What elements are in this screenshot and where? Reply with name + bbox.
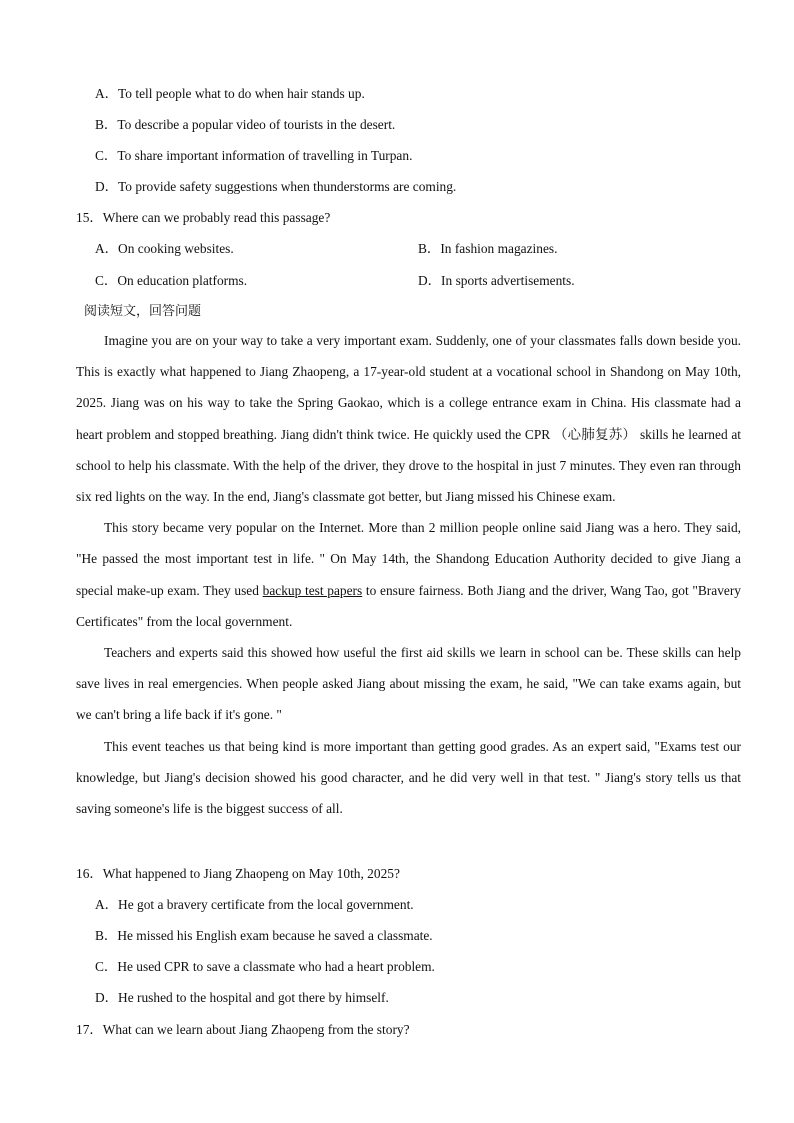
q16-option-d: D．He rushed to the hospital and got there by himself. xyxy=(95,990,389,1005)
passage-paragraph-1: Imagine you are on your way to take a very important exam. Suddenly, one of your classmates falls down beside you. This is exactly what happened to Jiang Zhaopeng, a 17-year-old student at a vocational school in Shandong on May 10th, 2025. Jiang was on his way to take the Spring Gaokao, which is a college entrance exam in China. His classmate had a heart problem and stopped breathing. Jiang didn't think twice. He quickly used the CPR （心肺复苏） skills he learned at school to help his classmate. With the help of the driver, they drove to the hospital in just 7 minutes. They even ran through six red lights on the way. In the end, Jiang's classmate got better, but Jiang missed his Chinese exam. xyxy=(76,333,741,505)
passage-paragraph-2 xyxy=(76,512,741,637)
q16-option-a: A．He got a bravery certificate from the local government. xyxy=(95,897,414,912)
passage-paragraph-3: Teachers and experts said this showed how useful the first aid skills we learn in school can be. These skills can help save lives in real emergencies. When people asked Jiang about missing the exam, he said, "We can take exams again, but we can't bring a life back if it's gone. " xyxy=(76,645,741,723)
q14-option-d: D．To provide safety suggestions when thunderstorms are coming. xyxy=(95,179,457,194)
reading-passage xyxy=(76,325,741,824)
q14-option-c: C．To share important information of travelling in Turpan. xyxy=(95,148,413,163)
passage-p2-text-after: to ensure fairness. Both Jiang and the driver, Wang Tao, got "Bravery Certificates" from the local government. xyxy=(76,582,741,629)
q16-option-c: C．He used CPR to save a classmate who had a heart problem. xyxy=(95,959,435,974)
q17-question: 17．What can we learn about Jiang Zhaopeng from the story? xyxy=(76,1022,410,1037)
q15-option-b: B．In fashion magazines. xyxy=(418,241,558,256)
q15-option-a: A．On cooking websites. xyxy=(95,241,234,256)
passage-paragraph-4: This event teaches us that being kind is more important than getting good grades. As an expert said, "Exams test our knowledge, but Jiang's decision showed his good character, and he did very well in that test. " Jiang's story tells us that saving someone's life is the biggest success of all. xyxy=(76,738,741,817)
q14-option-b: B．To describe a popular video of tourists in the desert. xyxy=(95,117,396,132)
underlined-phrase: backup test papers xyxy=(262,582,363,598)
q16-option-b: B．He missed his English exam because he saved a classmate. xyxy=(95,928,433,943)
q15-option-c: C．On education platforms. xyxy=(95,273,248,288)
q16-question: 16．What happened to Jiang Zhaopeng on May 10th, 2025? xyxy=(76,866,400,881)
q15-option-d: D．In sports advertisements. xyxy=(418,273,575,288)
section-title: 阅读短文，回答问题 xyxy=(84,304,202,319)
passage-p2-text-before: This story became very popular on the Internet. More than 2 million people online said Jiang was a hero. They said, "He passed the most important test in life. " On May 14th, the Shandong Education Authority decided to give Jiang a special make-up exam. They used xyxy=(76,520,741,598)
q14-option-a: A．To tell people what to do when hair stands up. xyxy=(95,86,365,101)
q15-question: 15．Where can we probably read this passage? xyxy=(76,210,331,225)
